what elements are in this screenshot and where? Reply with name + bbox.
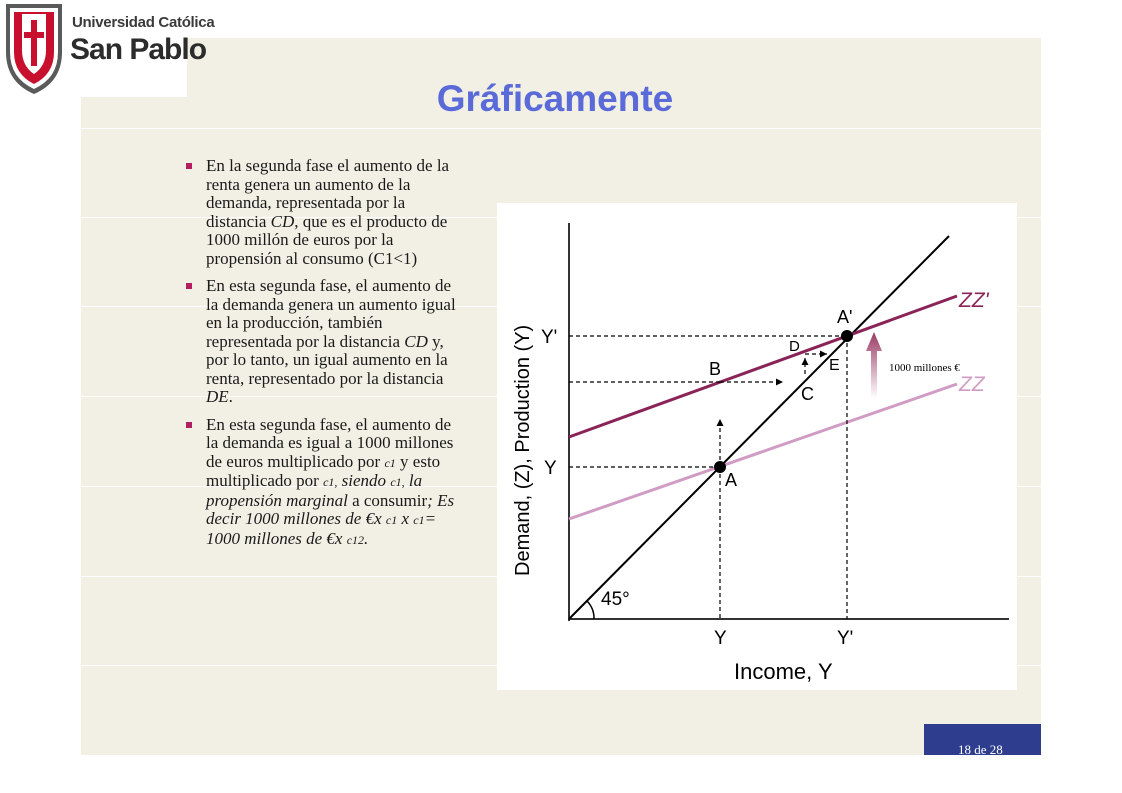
bullet-text: y, por lo tanto, un igual aumento en la renta, representado por la distancia [206,331,448,388]
bullet-text: CD [404,331,428,351]
bullet-text: CD [270,211,295,231]
bullet-text: c1, [323,475,338,489]
x-tick-y: Y [714,628,727,649]
logo-line1: Universidad Católica [72,14,215,31]
slide-title: Gráficamente [436,78,674,119]
bullet-text: . [228,387,233,406]
point-c-label: C [801,384,814,404]
bullet-text: En la segunda fase el aumento de la renta genera un aumento de la demanda, representada por la distancia [206,156,450,231]
arrow-label: 1000 millones € [889,362,960,374]
diagram-svg [497,203,1017,690]
point-a-prime-dot [841,330,853,342]
bullet-icon [186,163,192,169]
bullet-text: c1 [413,513,425,527]
zz-line [569,384,957,519]
point-b-label: B [709,359,722,379]
angle-label: 45° [601,589,630,610]
bullet-text: c12 [346,532,365,547]
point-e-label: E [829,357,840,374]
y-tick-y: Y [544,458,557,479]
bullet-text: , que es el producto de 1000 millón de euros por la propensión al consumo (C1<1) [206,211,448,268]
diagonal-line [569,236,949,619]
bullet-text: c1, [390,475,405,489]
bullet-text: En esta segunda fase, el aumento de la demanda genera un aumento igual en la producción, también representada por la distancia [206,276,456,351]
bullet-text: la propensión marginal [206,471,423,510]
x-axis-label: Income, Y [734,659,833,684]
y-axis-label: Demand, (Z), Production (Y) [512,324,534,576]
bullet-text: y esto multiplicado por [206,451,441,490]
increase-arrow-icon [866,332,882,398]
page-number: 18 de 28 [958,742,1003,757]
bullet-text: c1 [384,455,396,470]
bullet-text: x [397,509,414,528]
bullet-list [186,157,458,558]
bullet-item [186,277,458,407]
bullet-text: a consumir [347,490,428,510]
zz-label: ZZ [959,373,985,396]
angle-arc [587,601,594,619]
bullet-item [186,157,458,268]
logo-line2: San Pablo [70,33,207,66]
bullet-text: siendo [337,471,391,490]
bullet-text: DE [206,387,229,406]
zz-prime-label: ZZ' [959,289,989,312]
bullet-text: . [364,528,369,548]
bullet-icon [186,283,192,289]
zz-diagram [497,203,1017,690]
bullet-icon [186,422,192,428]
bullet-item [186,416,458,550]
bullet-text: En esta segunda fase, el aumento de la demanda es igual a 1000 millones de euros multiplicado por [206,414,454,471]
point-a-label: A [725,470,738,490]
bullet-text: c1 [385,513,398,527]
point-d-label: D [789,338,800,355]
university-logo [0,0,215,97]
divider-line [81,128,1041,129]
point-a-prime-label: A' [837,307,853,327]
x-tick-y-prime: Y' [837,628,854,649]
bullet-text: ; Es decir 1000 millones de €x [206,490,455,528]
bullet-text: = 1000 millones de €x [206,509,437,548]
y-tick-y-prime: Y' [541,327,558,348]
shield-icon [0,0,70,97]
